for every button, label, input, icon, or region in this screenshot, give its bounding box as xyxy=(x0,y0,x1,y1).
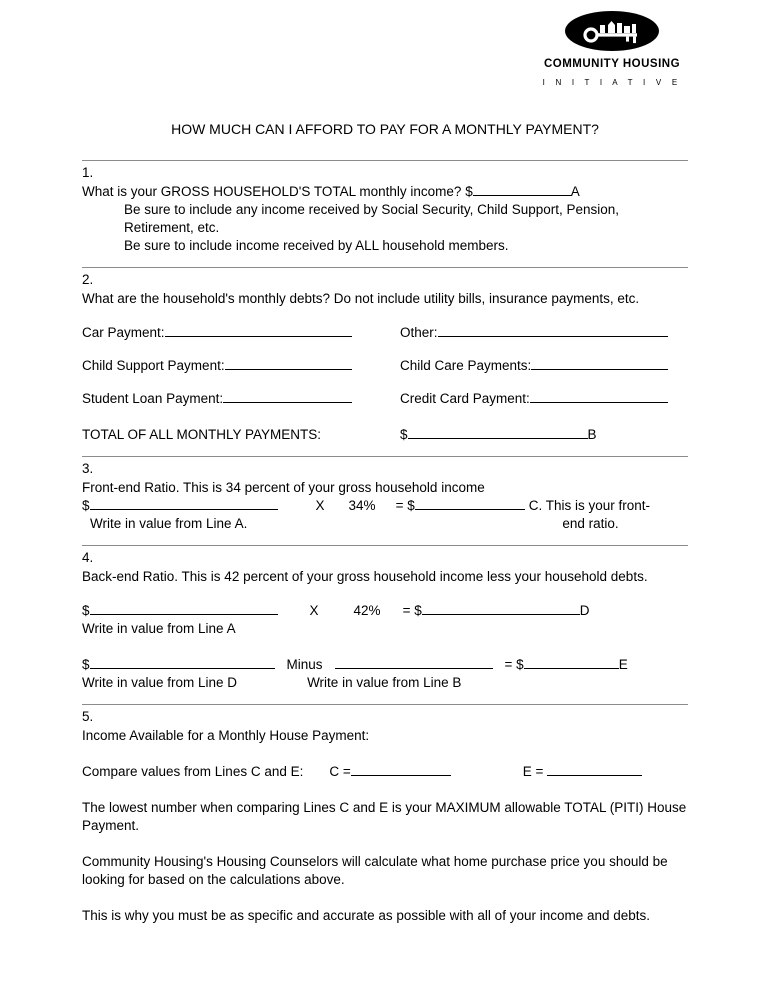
dollar-sign: $ xyxy=(82,657,90,672)
debt-row xyxy=(82,390,688,408)
student-loan-label: Student Loan Payment: xyxy=(82,391,224,406)
counselors-paragraph: Community Housing's Housing Counselors will calculate what home purchase price you should be looking for based on the calculations above. xyxy=(82,854,668,887)
line-a-label: A xyxy=(570,184,580,199)
child-support-label: Child Support Payment: xyxy=(82,358,225,373)
line-d-label: D xyxy=(579,603,590,618)
debt-row xyxy=(82,357,688,375)
frontend-percent: 34% xyxy=(348,498,376,513)
other-label: Other: xyxy=(400,325,438,340)
lowest-number-paragraph: The lowest number when comparing Lines C and E is your MAXIMUM allowable TOTAL (PITI) House Payment. xyxy=(82,800,687,833)
credit-card-label: Credit Card Payment: xyxy=(400,391,530,406)
section-3 xyxy=(82,456,688,533)
logo-subname: I N I T I A T I V E xyxy=(542,78,682,87)
caption-end-ratio: end ratio. xyxy=(562,516,619,531)
income-question-text: What is your GROSS HOUSEHOLD'S TOTAL monthly income? $ xyxy=(82,184,473,199)
backend-value-blank xyxy=(90,602,278,615)
note-income-sources: Be sure to include any income received by Social Security, Child Support, Pension, Retirement, etc. xyxy=(124,202,620,235)
section-2 xyxy=(82,267,688,444)
line-b-label: B xyxy=(587,427,597,442)
line-d-value-blank xyxy=(90,656,275,669)
section-5 xyxy=(82,704,688,925)
caption-line-d: Write in value from Line D xyxy=(82,675,238,690)
section-1-number: 1. xyxy=(82,165,94,180)
backend-captions-row xyxy=(82,674,688,692)
section-2-divider xyxy=(82,267,688,268)
income-question-row xyxy=(82,183,688,201)
section-1 xyxy=(82,160,688,255)
dollar-sign: $ xyxy=(82,498,90,513)
debts-grid xyxy=(82,324,688,444)
line-e-ref-label: E = xyxy=(522,764,544,779)
income-available-intro: Income Available for a Monthly House Payment: xyxy=(82,728,370,743)
income-blank xyxy=(473,183,571,196)
dollar-sign: $ xyxy=(82,603,90,618)
section-5-divider xyxy=(82,704,688,705)
car-payment-label: Car Payment: xyxy=(82,325,165,340)
frontend-value-blank xyxy=(90,497,278,510)
child-care-blank xyxy=(531,357,668,370)
section-4-number: 4. xyxy=(82,550,94,565)
total-payments-label: TOTAL OF ALL MONTHLY PAYMENTS: xyxy=(82,427,322,442)
line-c-ref-label: C = xyxy=(329,764,351,779)
section-5-number: 5. xyxy=(82,709,94,724)
total-blank xyxy=(408,426,588,439)
line-e-blank xyxy=(524,656,619,669)
line-d-blank xyxy=(422,602,580,615)
section-1-divider xyxy=(82,160,688,161)
section-1-notes xyxy=(124,201,684,255)
section-2-number: 2. xyxy=(82,272,94,287)
compare-row xyxy=(82,763,688,781)
equals-dollar: = $ xyxy=(504,657,524,672)
student-loan-blank xyxy=(223,390,352,403)
line-c-blank xyxy=(415,497,525,510)
logo xyxy=(536,10,688,92)
compare-c-blank xyxy=(351,763,451,776)
minus-label: Minus xyxy=(286,657,323,672)
credit-card-blank xyxy=(530,390,668,403)
other-blank xyxy=(438,324,668,337)
frontend-ratio-intro: Front-end Ratio. This is 34 percent of your gross household income xyxy=(82,480,485,495)
section-3-number: 3. xyxy=(82,461,94,476)
caption-line-b: Write in value from Line B xyxy=(307,675,462,690)
section-4 xyxy=(82,545,688,692)
section-3-divider xyxy=(82,456,688,457)
logo-name: COMMUNITY HOUSING xyxy=(543,58,681,70)
backend-percent: 42% xyxy=(353,603,381,618)
backend-caption-a: Write in value from Line A xyxy=(82,621,236,636)
child-support-blank xyxy=(225,357,352,370)
equals-dollar: = $ xyxy=(395,498,415,513)
debts-intro: What are the household's monthly debts? Do not include utility bills, insurance payments, etc. xyxy=(82,291,640,306)
line-c-label: C. This is your front- xyxy=(528,498,651,513)
child-care-label: Child Care Payments: xyxy=(400,358,532,373)
key-skyline-icon xyxy=(564,10,660,52)
frontend-captions-row xyxy=(82,515,688,533)
equals-dollar: = $ xyxy=(402,603,422,618)
line-e-label: E xyxy=(618,657,628,672)
backend-ratio-intro: Back-end Ratio. This is 42 percent of your gross household income less your household debts. xyxy=(82,569,648,584)
car-payment-blank xyxy=(165,324,352,337)
backend-formula-row-1 xyxy=(82,602,688,620)
total-dollar-sign: $ xyxy=(400,427,408,442)
multiply-sign: X xyxy=(315,498,325,513)
accuracy-paragraph: This is why you must be as specific and accurate as possible with all of your income and debts. xyxy=(82,908,651,923)
compare-e-blank xyxy=(547,763,642,776)
frontend-formula-row xyxy=(82,497,688,515)
header xyxy=(82,10,688,92)
line-b-value-blank xyxy=(335,656,493,669)
total-payments-row xyxy=(82,426,688,444)
note-all-members: Be sure to include income received by ALL household members. xyxy=(124,238,509,253)
compare-label: Compare values from Lines C and E: xyxy=(82,764,304,779)
section-4-divider xyxy=(82,545,688,546)
caption-line-a: Write in value from Line A. xyxy=(90,516,248,531)
backend-formula-row-2 xyxy=(82,656,688,674)
debt-row xyxy=(82,324,688,342)
page-title: HOW MUCH CAN I AFFORD TO PAY FOR A MONTHLY PAYMENT? xyxy=(171,121,599,137)
multiply-sign: X xyxy=(309,603,319,618)
